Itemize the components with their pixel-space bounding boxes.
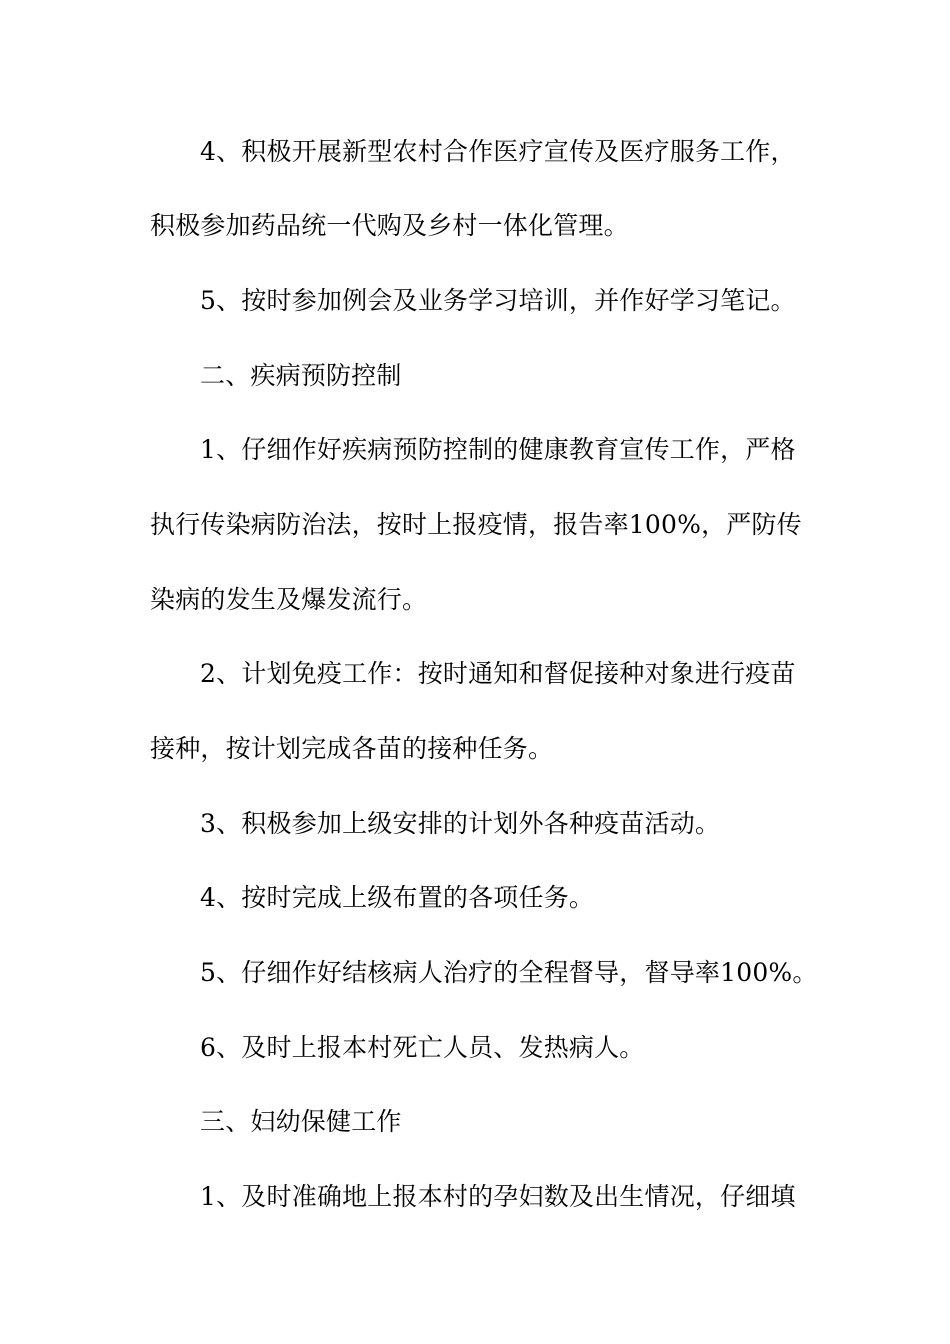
text-line: 4、按时完成上级布置的各项任务。 [200, 883, 595, 912]
text-line: 6、及时上报本村死亡人员、发热病人。 [200, 1033, 645, 1062]
text-line: 染病的发生及爆发流行。 [150, 585, 428, 614]
text-line: 1、及时准确地上报本村的孕妇数及出生情况，仔细填 [200, 1182, 796, 1211]
section-heading: 二、疾病预防控制 [200, 361, 402, 390]
text-line: 2、计划免疫工作：按时通知和督促接种对象进行疫苗 [200, 659, 796, 688]
section-heading: 三、妇幼保健工作 [200, 1107, 402, 1136]
text-line: 执行传染病防治法，按时上报疫情，报告率100%，严防传 [150, 510, 802, 539]
text-line: 5、仔细作好结核病人治疗的全程督导，督导率100%。 [200, 958, 818, 987]
text-line: 1、仔细作好疾病预防控制的健康教育宣传工作，严格 [200, 435, 796, 464]
text-line: 4、积极开展新型农村合作医疗宣传及医疗服务工作， [200, 137, 796, 166]
text-line: 3、积极参加上级安排的计划外各种疫苗活动。 [200, 809, 721, 838]
text-line: 积极参加药品统一代购及乡村一体化管理。 [150, 211, 629, 240]
text-line: 接种，按计划完成各苗的接种任务。 [150, 734, 554, 763]
text-line: 5、按时参加例会及业务学习培训，并作好学习笔记。 [200, 286, 796, 315]
